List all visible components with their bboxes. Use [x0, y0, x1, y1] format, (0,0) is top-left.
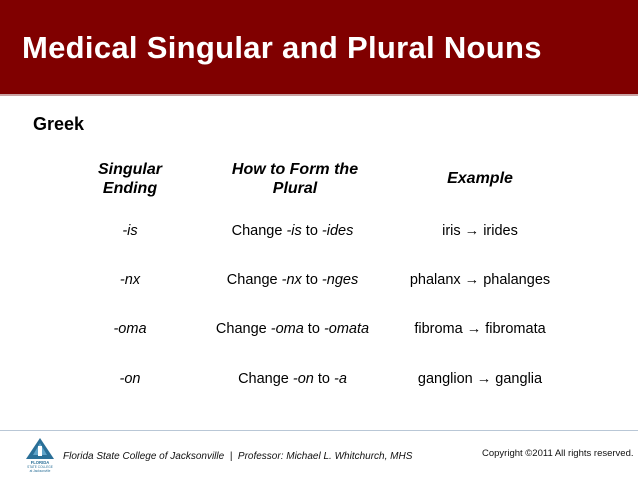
rule-text: Change	[238, 371, 293, 387]
cell-example: phalanx → phalanges	[409, 272, 551, 288]
rule-text: to	[303, 321, 324, 337]
header-line: Example	[447, 170, 513, 187]
cell-example: ganglion → ganglia	[417, 371, 543, 387]
slide-title: Medical Singular and Plural Nouns	[22, 30, 542, 65]
cell-ending	[70, 371, 190, 387]
logo-text: at Jacksonville	[29, 469, 51, 473]
ending-text: -is	[122, 223, 138, 239]
cell-ending	[70, 223, 190, 239]
header-line: Plural	[272, 180, 318, 197]
ending-text: -nx	[119, 272, 141, 288]
cell-rule	[190, 272, 395, 288]
rule-to: -ides	[321, 223, 354, 239]
rule-text: to	[301, 223, 322, 239]
cell-ending	[70, 272, 190, 288]
college-logo	[25, 437, 55, 473]
title-bar	[0, 0, 638, 96]
cell-example: fibroma → fibromata	[414, 321, 546, 337]
footer-copyright: Copyright ©2011 All rights reserved.	[482, 448, 634, 459]
cell-ending	[70, 321, 190, 337]
cell-rule	[190, 371, 395, 387]
header-how-to-form	[205, 160, 385, 198]
cell-rule	[190, 223, 395, 239]
rule-text: to	[301, 272, 322, 288]
lighthouse-logo-icon	[25, 437, 55, 473]
rule-to: -a	[334, 371, 347, 387]
header-line: Ending	[102, 180, 158, 197]
rule-from: -oma	[270, 321, 304, 337]
ending-text: -on	[119, 371, 141, 387]
rule-to: -omata	[323, 321, 370, 337]
rule-text: Change	[215, 321, 271, 337]
rule-to: -nges	[321, 272, 359, 288]
footer-institution: Florida State College of Jacksonville | Professor: Michael L. Whitchurch, MHS	[63, 451, 413, 462]
logo-text: STATE COLLEGE	[27, 465, 53, 469]
rule-from: -is	[286, 223, 302, 239]
rule-text: Change	[231, 223, 287, 239]
header-singular-ending	[70, 160, 190, 198]
rule-text: to	[313, 371, 335, 387]
header-line: How to Form the	[231, 161, 359, 178]
ending-text: -oma	[113, 321, 147, 337]
footer-divider	[0, 430, 638, 431]
header-line: Singular	[97, 161, 162, 178]
rule-from: -on	[292, 371, 314, 387]
rule-text: Change	[226, 272, 282, 288]
cell-rule	[190, 321, 395, 337]
header-example	[400, 169, 560, 188]
logo-text: FLORIDA	[30, 460, 50, 465]
cell-example: iris → irides	[442, 223, 518, 239]
rule-from: -nx	[281, 272, 302, 288]
section-heading: Greek	[33, 114, 85, 134]
